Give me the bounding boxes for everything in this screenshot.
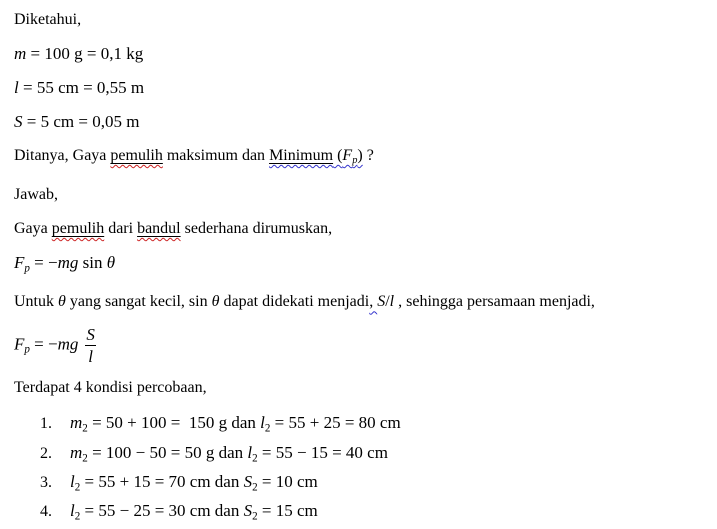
math-variable: F bbox=[14, 334, 25, 354]
text-run: 2 bbox=[252, 481, 258, 494]
list-item-number: 2. bbox=[40, 444, 52, 462]
list-item-text bbox=[70, 472, 318, 494]
math-variable: mg bbox=[57, 253, 79, 273]
text-run: 2 bbox=[252, 510, 258, 523]
text-run: = 55 + 15 = 70 cm dan bbox=[80, 472, 244, 492]
text-run: Untuk bbox=[14, 293, 58, 311]
math-variable: m bbox=[14, 44, 27, 63]
math-variable: m bbox=[70, 413, 83, 433]
text-run: maksimum dan bbox=[162, 147, 270, 164]
text-run: sederhana dirumuskan, bbox=[180, 220, 333, 238]
red-squiggle-run bbox=[110, 147, 162, 164]
list-item bbox=[40, 470, 709, 499]
text-run: pemulih bbox=[51, 220, 105, 238]
text-run: 2 bbox=[82, 452, 88, 465]
line-small-angle bbox=[14, 291, 709, 312]
math-variable: l bbox=[389, 293, 395, 311]
text-run: = 100 − 50 = 50 g dan bbox=[87, 442, 248, 462]
line-diketahui bbox=[14, 9, 709, 30]
text-run: = 50 + 100 = 150 g dan bbox=[87, 413, 261, 433]
math-variable: l bbox=[70, 501, 75, 521]
math-variable: m bbox=[70, 442, 83, 462]
line-rumus-intro bbox=[14, 218, 709, 239]
list-item-text bbox=[70, 413, 401, 435]
text-run: , bbox=[369, 293, 378, 311]
list-item bbox=[40, 411, 709, 440]
line-given-mass bbox=[14, 43, 709, 65]
fraction bbox=[83, 325, 98, 366]
text-run: dari bbox=[104, 220, 138, 238]
math-variable: l bbox=[247, 442, 253, 462]
text-run: Diketahui, bbox=[14, 11, 82, 28]
math-variable: p bbox=[24, 262, 30, 275]
text-run: Jawab, bbox=[14, 186, 58, 204]
math-variable: l bbox=[88, 347, 93, 367]
condition-list bbox=[14, 411, 709, 528]
line-given-length bbox=[14, 77, 709, 99]
text-run: = 5 cm = 0,05 m bbox=[22, 112, 140, 131]
text-run: Minimum bbox=[269, 147, 334, 164]
blue-squiggle-run bbox=[269, 147, 363, 167]
line-jawab bbox=[14, 184, 709, 205]
list-item-number: 1. bbox=[40, 415, 52, 433]
math-variable: θ bbox=[211, 293, 220, 311]
text-run: = 55 − 25 = 30 cm dan bbox=[80, 501, 244, 521]
fraction-numerator bbox=[83, 325, 98, 345]
list-item bbox=[40, 441, 709, 470]
list-item-text bbox=[70, 442, 388, 465]
red-squiggle-run bbox=[52, 220, 104, 237]
math-variable: l bbox=[260, 413, 265, 433]
text-run: Gaya bbox=[14, 220, 52, 238]
text-run: bandul bbox=[137, 220, 181, 238]
math-variable: θ bbox=[106, 253, 116, 273]
text-run: dapat didekati menjadi bbox=[219, 293, 370, 311]
text-run: 2 bbox=[74, 510, 81, 523]
line-ditanya bbox=[14, 145, 709, 171]
math-variable: mg bbox=[57, 334, 79, 354]
text-run: sin bbox=[78, 253, 107, 273]
list-item-text bbox=[70, 501, 318, 523]
line-terdapat bbox=[14, 377, 709, 398]
text-run: , sehingga persamaan menjadi, bbox=[394, 293, 595, 311]
text-run: = 10 cm bbox=[257, 472, 318, 492]
list-item-number: 3. bbox=[40, 474, 52, 492]
text-run: / bbox=[385, 293, 390, 311]
text-run: ) bbox=[357, 147, 363, 164]
document-content bbox=[14, 9, 709, 529]
text-run: = − bbox=[29, 253, 58, 273]
red-squiggle-run bbox=[137, 220, 181, 237]
list-item bbox=[40, 499, 709, 528]
text-run: 2 bbox=[74, 481, 81, 494]
text-run: = 100 g = 0,1 kg bbox=[26, 44, 144, 63]
text-run: = 55 cm = 0,55 m bbox=[18, 78, 145, 97]
formula-restoring-force bbox=[14, 252, 709, 279]
blue-squiggle-run bbox=[369, 293, 377, 310]
text-run: 2 bbox=[252, 452, 258, 465]
math-variable: S bbox=[243, 472, 253, 492]
math-variable: F bbox=[14, 253, 25, 273]
line-given-displacement bbox=[14, 111, 709, 133]
math-variable: l bbox=[70, 472, 75, 492]
text-run: = 15 cm bbox=[257, 501, 318, 521]
text-run: Terdapat 4 kondisi percobaan, bbox=[14, 379, 207, 397]
list-item-number: 4. bbox=[40, 503, 52, 521]
text-run: ? bbox=[362, 147, 374, 164]
text-run: = 55 − 15 = 40 cm bbox=[257, 442, 388, 462]
text-run: Ditanya, Gaya bbox=[14, 147, 111, 164]
text-run: 2 bbox=[82, 422, 88, 435]
text-run: 2 bbox=[264, 422, 271, 435]
math-variable: S bbox=[14, 112, 23, 131]
text-run: = 55 + 25 = 80 cm bbox=[270, 413, 401, 433]
math-variable: p bbox=[352, 155, 358, 167]
math-variable: p bbox=[24, 344, 30, 357]
math-variable: l bbox=[14, 78, 19, 97]
math-variable: S bbox=[86, 325, 95, 345]
math-variable: F bbox=[342, 147, 353, 164]
text-run: ( bbox=[333, 147, 343, 164]
text-run: = − bbox=[29, 334, 58, 354]
text-run: pemulih bbox=[110, 147, 163, 164]
math-variable: θ bbox=[58, 293, 66, 311]
fraction-denominator bbox=[85, 345, 96, 366]
math-variable: S bbox=[243, 501, 253, 521]
math-variable: S bbox=[377, 293, 386, 311]
text-run: yang sangat kecil, sin bbox=[65, 293, 212, 311]
formula-approximated bbox=[14, 325, 709, 366]
